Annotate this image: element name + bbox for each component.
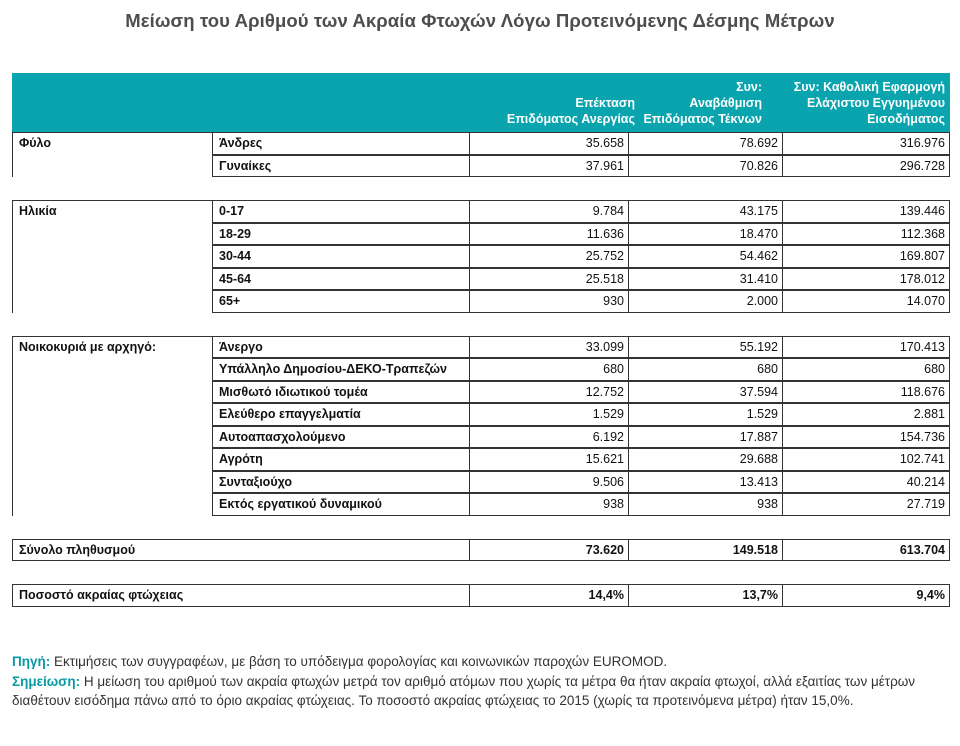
total-row: Σύνολο πληθυσμού 73.620 149.518 613.704 <box>12 539 950 562</box>
table-header <box>12 73 950 132</box>
table-row: Ελεύθερο επαγγελματία 1.529 1.529 2.881 <box>12 403 950 426</box>
poverty-rate-row: Ποσοστό ακραίας φτώχειας 14,4% 13,7% 9,4% <box>12 584 950 607</box>
table-row: 18-29 11.636 18.470 112.368 <box>12 223 950 246</box>
table-row: Ηλικία 0-17 9.784 43.175 139.446 <box>12 200 950 223</box>
table-row: Αγρότη 15.621 29.688 102.741 <box>12 448 950 471</box>
source-note: Πηγή: Εκτιμήσεις των συγγραφέων, με βάση το υπόδειγμα φορολογίας και κοινωνικών παροχών EUROMOD. <box>12 654 668 669</box>
table-row: Φύλο Άνδρες 35.658 78.692 316.976 <box>12 132 950 155</box>
table-row: 65+ 930 2.000 14.070 <box>12 290 950 313</box>
group-label-age: Ηλικία <box>12 200 212 223</box>
table-row: Εκτός εργατικού δυναμικού 938 938 27.719 <box>12 493 950 516</box>
header-unemployment-benefit: Επέκταση Επιδόματος Ανεργίας <box>506 96 635 126</box>
table-row: Αυτοαπασχολούμενο 6.192 17.887 154.736 <box>12 426 950 449</box>
header-child-benefit: Συν: Αναβάθμιση Επιδόματος Τέκνων <box>643 80 762 126</box>
group-label-sex: Φύλο <box>12 132 212 155</box>
data-table <box>12 73 950 607</box>
table-row: Υπάλληλο Δημοσίου-ΔΕΚΟ-Τραπεζών 680 680 680 <box>12 358 950 381</box>
group-label-household: Νοικοκυριά με αρχηγό: <box>12 336 212 359</box>
explanatory-note: Σημείωση: Η μείωση του αριθμού των ακραία φτωχών μετρά τον αριθμό ατόμων που χωρίς τα μέτρα θα ήταν ακραία φτωχοί, αλλά εξαιτίας των μέτρων διαθέτουν εισόδημα πάνω από το όριο ακραίας φτώχειας. Το ποσοστό ακραίας φτώχειας το 2015 (χωρίς τα προτεινόμενα μέτρα) ήταν 15,0%. <box>12 673 916 708</box>
table-row: Συνταξιούχο 9.506 13.413 40.214 <box>12 471 950 494</box>
footnotes <box>12 652 932 711</box>
table-row: Γυναίκες 37.961 70.826 296.728 <box>12 155 950 178</box>
table-row: Νοικοκυριά με αρχηγό: Άνεργο 33.099 55.192 170.413 <box>12 336 950 359</box>
table-row: 30-44 25.752 54.462 169.807 <box>12 245 950 268</box>
page-title: Μείωση του Αριθμού των Ακραία Φτωχών Λόγω Προτεινόμενης Δέσμης Μέτρων <box>125 10 835 31</box>
table-row: 45-64 25.518 31.410 178.012 <box>12 268 950 291</box>
table-row: Μισθωτό ιδιωτικού τομέα 12.752 37.594 118.676 <box>12 381 950 404</box>
header-minimum-income: Συν: Καθολική Εφαρμογή Ελάχιστου Εγγυημένου Εισοδήματος <box>793 80 945 126</box>
